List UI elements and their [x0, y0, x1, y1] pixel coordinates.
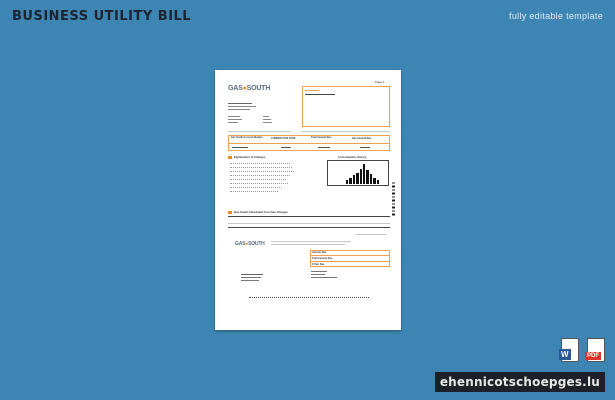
- summary-col-account: Gas South Account Number: [231, 136, 263, 139]
- pdf-label: PDF: [587, 353, 599, 359]
- history-bar: [373, 178, 375, 184]
- history-bar: [360, 169, 362, 184]
- history-bar: [356, 173, 358, 184]
- logo-left: GAS: [228, 85, 243, 92]
- history-bar: [370, 174, 372, 184]
- history-bar: [353, 175, 355, 184]
- stub-row-total: Total Amount Due: [312, 257, 333, 260]
- page-title: BUSINESS UTILITY BILL: [12, 9, 192, 24]
- summary-col-gas: Gas Amount Due: [352, 137, 372, 140]
- section-icon: [228, 156, 232, 159]
- section-charges-title: Explanation of Charges: [234, 155, 266, 159]
- barcode: [392, 182, 395, 216]
- address-box: [302, 86, 390, 127]
- logo-right: SOUTH: [246, 85, 271, 92]
- history-bar: [363, 164, 365, 184]
- history-bar: [349, 178, 351, 184]
- format-icons: [559, 338, 605, 362]
- stub-logo: GAS●SOUTH: [235, 241, 265, 247]
- section-calc-title: Gas South Calculated Your Gas Charges: [234, 210, 288, 214]
- word-label: W: [561, 350, 569, 359]
- pdf-format-icon: [585, 338, 605, 362]
- site-watermark: ehennicotschoepges.lu: [435, 372, 605, 392]
- summary-col-due-date: CURRENT DUE DATE: [271, 137, 296, 140]
- bill-document: [215, 70, 401, 330]
- section-history-title: Consumption History: [338, 155, 367, 159]
- stub-row-past-due: If Past Due: [312, 263, 325, 266]
- history-bar: [366, 170, 368, 184]
- page-subtitle: fully editable template: [509, 11, 603, 21]
- page-number: Page 1: [375, 80, 385, 84]
- flame-icon: ●: [242, 85, 247, 92]
- consumption-bars: [346, 162, 379, 184]
- history-bar: [377, 180, 379, 184]
- summary-col-total: Total Amount Due: [311, 136, 332, 139]
- history-bar: [346, 180, 348, 184]
- word-format-icon: [559, 338, 579, 362]
- gas-south-logo: [228, 85, 270, 92]
- stub-row-amount-due: Amount Due: [312, 251, 327, 254]
